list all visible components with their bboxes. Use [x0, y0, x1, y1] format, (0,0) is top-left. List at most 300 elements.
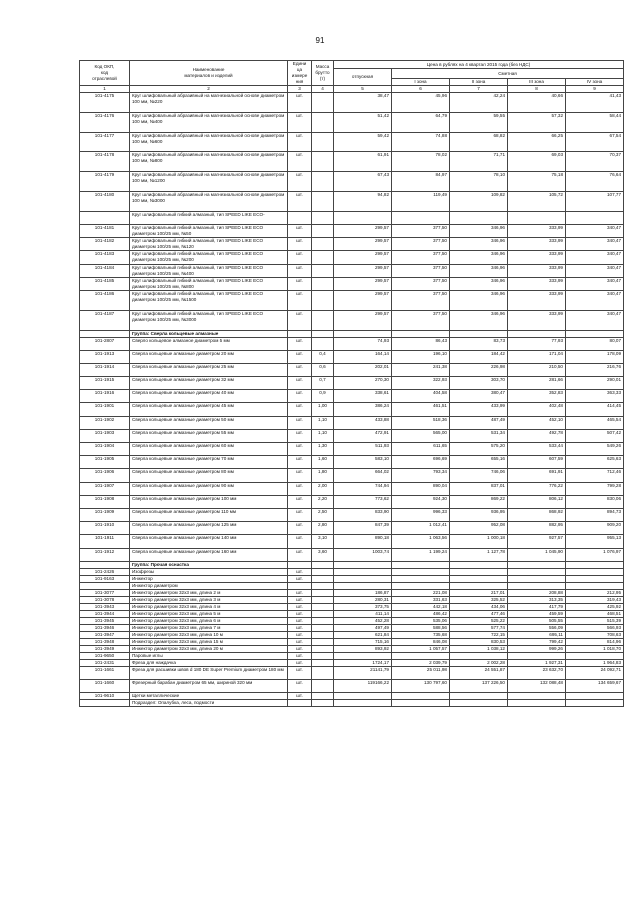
price-zone-2 — [450, 693, 508, 700]
item-mass: 1,60 — [312, 456, 334, 469]
item-code: 101-1912 — [80, 548, 130, 561]
price-zone-4: 549,26 — [566, 443, 624, 456]
price-zone-1 — [392, 652, 450, 659]
price-zone-4 — [566, 561, 624, 568]
price-zone-3: 333,99 — [508, 238, 566, 251]
item-code: 101-4181 — [80, 224, 130, 237]
price-zone-1: 461,51 — [392, 403, 450, 416]
price-zone-4: 58,44 — [566, 112, 624, 132]
item-unit: шт. — [288, 191, 312, 211]
price-zone-1: 442,18 — [392, 603, 450, 610]
price-selling: 715,16 — [334, 638, 392, 645]
price-zone-2: 24 551,87 — [450, 666, 508, 679]
table-row — [80, 645, 624, 652]
item-mass — [312, 93, 334, 113]
price-zone-3: 333,99 — [508, 310, 566, 330]
price-zone-3: 459,59 — [508, 610, 566, 617]
item-mass — [312, 693, 334, 700]
price-zone-4: 566,93 — [566, 624, 624, 631]
item-name: Сверла кольцевые алмазные диаметром 90 мм — [130, 482, 288, 495]
price-zone-3: 23 632,70 — [508, 666, 566, 679]
item-code: 101-4175 — [80, 93, 130, 113]
item-code: 101-1902 — [80, 416, 130, 429]
price-zone-1: 1 199,24 — [392, 548, 450, 561]
table-row — [80, 603, 624, 610]
item-unit: шт. — [288, 469, 312, 482]
item-unit: шт. — [288, 290, 312, 310]
item-unit: шт. — [288, 631, 312, 638]
item-name: Инжектор диаметром 32х3 мм, длина 4 м — [130, 603, 288, 610]
price-zone-4: 319,43 — [566, 596, 624, 603]
item-mass — [312, 631, 334, 638]
item-unit: шт. — [288, 482, 312, 495]
item-name: Сверла кольцевые алмазные диаметром 32 мм — [130, 377, 288, 390]
item-unit: шт. — [288, 596, 312, 603]
item-unit: шт. — [288, 638, 312, 645]
price-selling: 1724,17 — [334, 659, 392, 666]
item-mass — [312, 659, 334, 666]
item-code: 101-4184 — [80, 264, 130, 277]
item-mass — [312, 652, 334, 659]
item-name: Круг шлифовальный абразивный на магнезиальной основе диаметром 100 мм, №800 — [130, 152, 288, 172]
item-name: Сверла кольцевые алмазные диаметром 20 мм — [130, 350, 288, 363]
price-zone-2: 346,96 — [450, 277, 508, 290]
price-zone-3: 402,48 — [508, 403, 566, 416]
price-zone-3: 776,22 — [508, 482, 566, 495]
item-code: 101-2807 — [80, 337, 130, 350]
price-zone-2: 346,96 — [450, 251, 508, 264]
price-zone-2 — [450, 700, 508, 707]
price-zone-2: 1 000,18 — [450, 535, 508, 548]
item-unit: шт. — [288, 264, 312, 277]
item-unit: шт. — [288, 617, 312, 624]
table-row — [80, 495, 624, 508]
table-row — [80, 211, 624, 224]
item-mass: 3,60 — [312, 548, 334, 561]
item-name: Круг шлифовальный абразивный на магнезиальной основе диаметром 100 мм, №3000 — [130, 191, 288, 211]
table-row — [80, 638, 624, 645]
item-code: 101-4185 — [80, 277, 130, 290]
item-mass — [312, 211, 334, 224]
item-name: Сверла кольцевые алмазные диаметром 100 мм — [130, 495, 288, 508]
price-selling: 497,49 — [334, 624, 392, 631]
table-row — [80, 568, 624, 575]
column-index: 8 — [508, 86, 566, 93]
price-selling — [334, 568, 392, 575]
item-name: Круг шлифовальный гибкий алмазный, тип SPEED LIKE ECO диаметром 100/25 мм, №120 — [130, 238, 288, 251]
price-selling: 186,87 — [334, 589, 392, 596]
table-row — [80, 508, 624, 521]
item-mass — [312, 191, 334, 211]
price-zone-1: 377,50 — [392, 224, 450, 237]
item-mass: 0,4 — [312, 350, 334, 363]
price-zone-2: 434,06 — [450, 603, 508, 610]
item-name: Фреза для наждачка — [130, 659, 288, 666]
item-code: 101-4183 — [80, 251, 130, 264]
price-zone-1: 78,02 — [392, 152, 450, 172]
price-zone-3 — [508, 700, 566, 707]
item-mass — [312, 603, 334, 610]
price-zone-1: 64,79 — [392, 112, 450, 132]
item-code: 101-3949 — [80, 645, 130, 652]
item-code: 101-1908 — [80, 495, 130, 508]
price-zone-1: 1 063,56 — [392, 535, 450, 548]
price-zone-1: 518,36 — [392, 416, 450, 429]
price-zone-1: 25 011,98 — [392, 666, 450, 679]
price-selling: 59,42 — [334, 132, 392, 152]
item-unit: шт. — [288, 508, 312, 521]
price-zone-2: 78,10 — [450, 172, 508, 192]
price-selling: 1003,74 — [334, 548, 392, 561]
price-zone-1: 196,10 — [392, 350, 450, 363]
item-mass: 2,00 — [312, 482, 334, 495]
price-zone-1: 486,42 — [392, 610, 450, 617]
item-code: 101-9650 — [80, 652, 130, 659]
item-name: Инжектор диаметром 32х3 мм, длина 5 м — [130, 610, 288, 617]
table-row — [80, 132, 624, 152]
item-name: Сверло кольцевое алмазное диаметром 5 мм — [130, 337, 288, 350]
item-unit: шт. — [288, 363, 312, 376]
item-name: Щетки металлические — [130, 693, 288, 700]
table-row — [80, 693, 624, 700]
price-zone-1: 1 057,57 — [392, 645, 450, 652]
item-unit: шт. — [288, 112, 312, 132]
item-code: 101-1661 — [80, 666, 130, 679]
price-selling — [334, 211, 392, 224]
item-name: Сверла кольцевые алмазные диаметром 160 мм — [130, 548, 288, 561]
table-row — [80, 403, 624, 416]
item-code: 101-9163 — [80, 575, 130, 582]
item-unit: шт. — [288, 589, 312, 596]
item-unit: шт. — [288, 377, 312, 390]
price-zone-4: 340,47 — [566, 290, 624, 310]
item-unit: шт. — [288, 416, 312, 429]
price-zone-2: 655,16 — [450, 456, 508, 469]
table-row — [80, 624, 624, 631]
price-selling — [334, 330, 392, 337]
item-unit: шт. — [288, 624, 312, 631]
item-name: Инжектор диаметром 32х3 мм, длина 10 м — [130, 631, 288, 638]
table-row — [80, 548, 624, 561]
item-mass — [312, 645, 334, 652]
item-mass — [312, 310, 334, 330]
price-zone-2: 184,42 — [450, 350, 508, 363]
item-mass — [312, 561, 334, 568]
price-zone-2: 433,99 — [450, 403, 508, 416]
table-row — [80, 596, 624, 603]
item-unit: шт. — [288, 568, 312, 575]
table-row — [80, 377, 624, 390]
item-name: Круг шлифовальный абразивный на магнезиальной основе диаметром 100 мм, №220 — [130, 93, 288, 113]
item-name: Группа: Прочая оснастка — [130, 561, 288, 568]
item-name: Круг шлифовальный гибкий алмазный, тип SPEED LIKE ECO диаметром 100/25 мм, №1500 — [130, 290, 288, 310]
price-zone-1: 74,88 — [392, 132, 450, 152]
table-row — [80, 666, 624, 679]
item-code: 101-2431 — [80, 659, 130, 666]
item-unit: шт. — [288, 238, 312, 251]
item-code: 101-2426 — [80, 568, 130, 575]
table-row — [80, 264, 624, 277]
price-zone-2: 952,08 — [450, 522, 508, 535]
item-unit: шт. — [288, 337, 312, 350]
item-name: Сверла кольцевые алмазные диаметром 125 мм — [130, 522, 288, 535]
item-mass — [312, 152, 334, 172]
price-selling: 202,01 — [334, 363, 392, 376]
item-mass: 0,9 — [312, 390, 334, 403]
item-name: Инжектор диаметром 32х3 мм, длина 7 м — [130, 624, 288, 631]
price-zone-3 — [508, 561, 566, 568]
table-row — [80, 631, 624, 638]
item-mass: 1,00 — [312, 403, 334, 416]
price-zone-4 — [566, 582, 624, 589]
price-zone-4: 340,47 — [566, 238, 624, 251]
price-selling — [334, 693, 392, 700]
price-selling: 94,82 — [334, 191, 392, 211]
price-zone-4: 515,39 — [566, 617, 624, 624]
price-zone-1: 331,63 — [392, 596, 450, 603]
header-zone-4: IV зона — [566, 79, 624, 86]
price-zone-3: 556,09 — [508, 624, 566, 631]
price-selling: 744,94 — [334, 482, 392, 495]
item-code: 101-4177 — [80, 132, 130, 152]
price-zone-1: 377,50 — [392, 290, 450, 310]
header-unit: Едини ца измере ния — [288, 61, 312, 86]
price-selling: 890,18 — [334, 535, 392, 548]
price-zone-4: 1 076,97 — [566, 548, 624, 561]
item-name: Сверла кольцевые алмазные диаметром 80 мм — [130, 469, 288, 482]
price-zone-1: 890,04 — [392, 482, 450, 495]
price-zone-1 — [392, 561, 450, 568]
price-zone-2: 346,96 — [450, 224, 508, 237]
item-code: 101-1660 — [80, 679, 130, 692]
price-zone-3 — [508, 568, 566, 575]
price-zone-4: 67,54 — [566, 132, 624, 152]
table-row — [80, 363, 624, 376]
price-zone-2: 346,96 — [450, 238, 508, 251]
item-code — [80, 561, 130, 568]
price-selling: 299,57 — [334, 310, 392, 330]
table-row — [80, 416, 624, 429]
price-zone-2: 109,82 — [450, 191, 508, 211]
price-zone-3: 333,99 — [508, 224, 566, 237]
item-mass — [312, 575, 334, 582]
price-selling: 51,42 — [334, 112, 392, 132]
table-row — [80, 429, 624, 442]
price-zone-4: 76,64 — [566, 172, 624, 192]
price-zone-3 — [508, 211, 566, 224]
price-zone-4: 290,01 — [566, 377, 624, 390]
item-code: 101-1901 — [80, 403, 130, 416]
item-name: Инжектор диаметром 32х3 мм, длина 20 м — [130, 645, 288, 652]
item-name: Сверла кольцевые алмазные диаметром 50 мм — [130, 416, 288, 429]
price-zone-2: 837,01 — [450, 482, 508, 495]
price-zone-2 — [450, 211, 508, 224]
item-mass — [312, 112, 334, 132]
item-unit: шт. — [288, 645, 312, 652]
price-zone-3: 927,57 — [508, 535, 566, 548]
item-name: Круг шлифовальный абразивный на магнезиальной основе диаметром 100 мм, №600 — [130, 132, 288, 152]
item-code: 101-1907 — [80, 482, 130, 495]
table-row — [80, 277, 624, 290]
price-table — [79, 60, 624, 707]
price-zone-1: 130 797,60 — [392, 679, 450, 692]
price-zone-4: 340,47 — [566, 224, 624, 237]
item-unit: шт. — [288, 603, 312, 610]
item-unit — [288, 211, 312, 224]
price-selling — [334, 652, 392, 659]
price-zone-4: 465,54 — [566, 416, 624, 429]
price-zone-1: 221,08 — [392, 589, 450, 596]
price-zone-4: 24 092,71 — [566, 666, 624, 679]
price-zone-3: 69,03 — [508, 152, 566, 172]
item-mass — [312, 638, 334, 645]
price-zone-3: 882,95 — [508, 522, 566, 535]
price-selling — [334, 700, 392, 707]
item-unit: шт. — [288, 350, 312, 363]
price-zone-3: 333,99 — [508, 290, 566, 310]
price-zone-4 — [566, 700, 624, 707]
price-zone-1 — [392, 582, 450, 589]
price-zone-2: 346,96 — [450, 310, 508, 330]
price-zone-3 — [508, 582, 566, 589]
item-code — [80, 330, 130, 337]
price-zone-1: 696,69 — [392, 456, 450, 469]
item-code: 101-4178 — [80, 152, 130, 172]
table-row — [80, 251, 624, 264]
price-zone-2 — [450, 582, 508, 589]
table-row — [80, 310, 624, 330]
price-zone-2: 2 002,28 — [450, 659, 508, 666]
table-row — [80, 443, 624, 456]
item-code: 101-1913 — [80, 350, 130, 363]
item-mass: 3,10 — [312, 535, 334, 548]
table-row — [80, 589, 624, 596]
item-unit: шт. — [288, 390, 312, 403]
price-zone-4: 41,43 — [566, 93, 624, 113]
price-selling: 621,84 — [334, 631, 392, 638]
item-name: Инжектор диаметром 32х3 мм, длина 2 м — [130, 589, 288, 596]
price-zone-3: 1 927,31 — [508, 659, 566, 666]
item-name: Круг шлифовальный гибкий алмазный, тип SPEED LIKE ECO диаметром 100/25 мм, №50 — [130, 224, 288, 237]
item-unit — [288, 330, 312, 337]
table-row — [80, 610, 624, 617]
table-row — [80, 350, 624, 363]
item-code: 101-1905 — [80, 456, 130, 469]
item-unit — [288, 582, 312, 589]
item-mass: 1,30 — [312, 443, 334, 456]
item-mass — [312, 238, 334, 251]
price-zone-4 — [566, 568, 624, 575]
item-unit: шт. — [288, 403, 312, 416]
price-zone-3: 57,32 — [508, 112, 566, 132]
price-selling: 299,57 — [334, 264, 392, 277]
item-mass — [312, 610, 334, 617]
header-zone-2: II зона — [450, 79, 508, 86]
item-name: Круг шлифовальный абразивный на магнезиальной основе диаметром 100 мм, №1200 — [130, 172, 288, 192]
item-code: 101-1904 — [80, 443, 130, 456]
item-mass — [312, 700, 334, 707]
item-mass — [312, 132, 334, 152]
item-mass — [312, 589, 334, 596]
price-zone-4: 178,09 — [566, 350, 624, 363]
item-mass: 0,7 — [312, 377, 334, 390]
item-name: Круг шлифовальный гибкий алмазный, тип SPEED LIKE ECO диаметром 100/25 мм, №400 — [130, 264, 288, 277]
column-index: 6 — [392, 86, 450, 93]
page-number: 91 — [315, 36, 325, 45]
header-name: Наименование материалов и изделий — [130, 61, 288, 86]
item-unit: шт. — [288, 522, 312, 535]
price-zone-3 — [508, 575, 566, 582]
item-unit: шт. — [288, 251, 312, 264]
price-selling: 38,47 — [334, 93, 392, 113]
price-zone-4: 799,28 — [566, 482, 624, 495]
item-name: Круг шлифовальный абразивный на магнезиальной основе диаметром 100 мм, №400 — [130, 112, 288, 132]
price-zone-1 — [392, 693, 450, 700]
price-zone-4: 1 964,83 — [566, 659, 624, 666]
price-zone-3: 999,26 — [508, 645, 566, 652]
table-row — [80, 700, 624, 707]
item-name: Инжектор диаметром 32х3 мм, длина 15 м — [130, 638, 288, 645]
header-selling: отпускная — [334, 69, 392, 86]
price-zone-1: 377,50 — [392, 310, 450, 330]
item-mass: 0,6 — [312, 363, 334, 376]
price-zone-2: 746,06 — [450, 469, 508, 482]
item-name: Сверла кольцевые алмазные диаметром 45 мм — [130, 403, 288, 416]
column-index: 3 — [288, 86, 312, 93]
item-unit: шт. — [288, 132, 312, 152]
table-row — [80, 652, 624, 659]
item-name: Сверла кольцевые алмазные диаметром 25 мм — [130, 363, 288, 376]
item-code: 101-1915 — [80, 377, 130, 390]
price-zone-4 — [566, 652, 624, 659]
price-zone-2: 83,73 — [450, 337, 508, 350]
price-selling: 299,57 — [334, 251, 392, 264]
price-selling: 119166,22 — [334, 679, 392, 692]
price-zone-3: 452,10 — [508, 416, 566, 429]
price-zone-2 — [450, 568, 508, 575]
table-row — [80, 535, 624, 548]
price-zone-1: 84,97 — [392, 172, 450, 192]
table-row — [80, 469, 624, 482]
item-unit: шт. — [288, 535, 312, 548]
price-zone-1: 241,38 — [392, 363, 450, 376]
price-zone-1 — [392, 575, 450, 582]
price-zone-2: 830,53 — [450, 638, 508, 645]
item-code: 101-4186 — [80, 290, 130, 310]
table-row — [80, 679, 624, 692]
price-zone-1: 45,96 — [392, 93, 450, 113]
price-zone-2: 325,52 — [450, 596, 508, 603]
price-zone-3: 75,18 — [508, 172, 566, 192]
item-unit: шт. — [288, 456, 312, 469]
section-row — [80, 330, 624, 337]
item-mass — [312, 290, 334, 310]
table-row — [80, 390, 624, 403]
column-index-row — [80, 86, 624, 93]
price-zone-4: 894,73 — [566, 508, 624, 521]
item-unit: шт. — [288, 310, 312, 330]
price-zone-4: 134 659,67 — [566, 679, 624, 692]
price-zone-2: 525,22 — [450, 617, 508, 624]
item-code: 101-3948 — [80, 638, 130, 645]
price-selling: 511,93 — [334, 443, 392, 456]
price-zone-4: 107,77 — [566, 191, 624, 211]
item-name: Изофрезы — [130, 568, 288, 575]
price-zone-2: 137 226,50 — [450, 679, 508, 692]
price-selling — [334, 582, 392, 589]
price-selling: 299,57 — [334, 238, 392, 251]
price-selling: 61,91 — [334, 152, 392, 172]
